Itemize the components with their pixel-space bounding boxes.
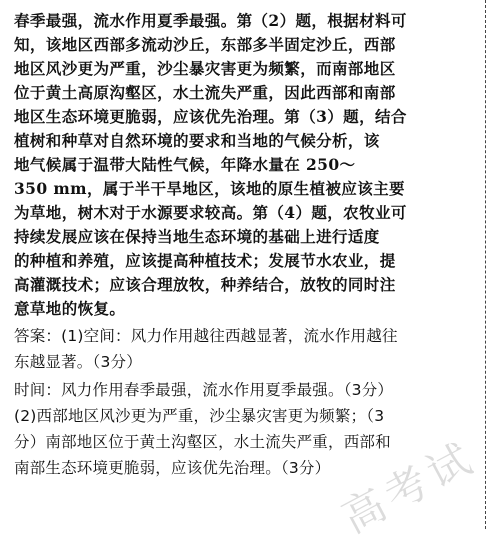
answer-line: 东越显著。（3分）: [14, 353, 142, 371]
answer-line: 时间：风力作用春季最强，流水作用夏季最强。（3分）: [14, 381, 394, 399]
analysis-line: 植树和种草对自然环境的要求和当地的气候分析，该: [14, 131, 380, 150]
analysis-line: 地气候属于温带大陆性气候，年降水量在 250～: [14, 155, 356, 174]
analysis-line: 地区风沙更为严重，沙尘暴灾害更为频繁，而南部地区: [14, 59, 396, 78]
analysis-line: 为草地，树木对于水源要求较高。第（4）题，农牧业可: [14, 203, 407, 222]
answer-line: 答案：(1)空间：风力作用越往西越显著，流水作用越往: [14, 327, 398, 345]
analysis-line: 高灌溉技术；应该合理放牧，种养结合，放牧的同时注: [14, 275, 396, 294]
analysis-line: 地区生态环境更脆弱，应该优先治理。第（3）题，结合: [14, 107, 407, 126]
analysis-line: 位于黄土高原沟壑区，水土流失严重，因此西部和南部: [14, 83, 396, 102]
analysis-line: 意草地的恢复。: [14, 299, 126, 318]
page-dashed-border: [485, 0, 486, 529]
analysis-line: 350 mm，属于半干旱地区，该地的原生植被应该主要: [14, 179, 405, 198]
answer-line: (2)西部地区风沙更为严重，沙尘暴灾害更为频繁；（3: [14, 407, 385, 425]
analysis-line: 春季最强，流水作用夏季最强。第（2）题，根据材料可: [14, 11, 407, 30]
analysis-line: 知，该地区西部多流动沙丘，东部多半固定沙丘，西部: [14, 35, 396, 54]
watermark: 高考试: [334, 431, 485, 543]
answer-line: 分）南部地区位于黄土沟壑区，水土流失严重，西部和: [14, 433, 391, 451]
analysis-line: 的种植和养殖，应该提高种植技术；发展节水农业，提: [14, 251, 396, 270]
analysis-line: 持续发展应该在保持当地生态环境的基础上进行适度: [14, 227, 380, 246]
answer-line: 南部生态环境更脆弱，应该优先治理。（3分）: [14, 459, 331, 477]
